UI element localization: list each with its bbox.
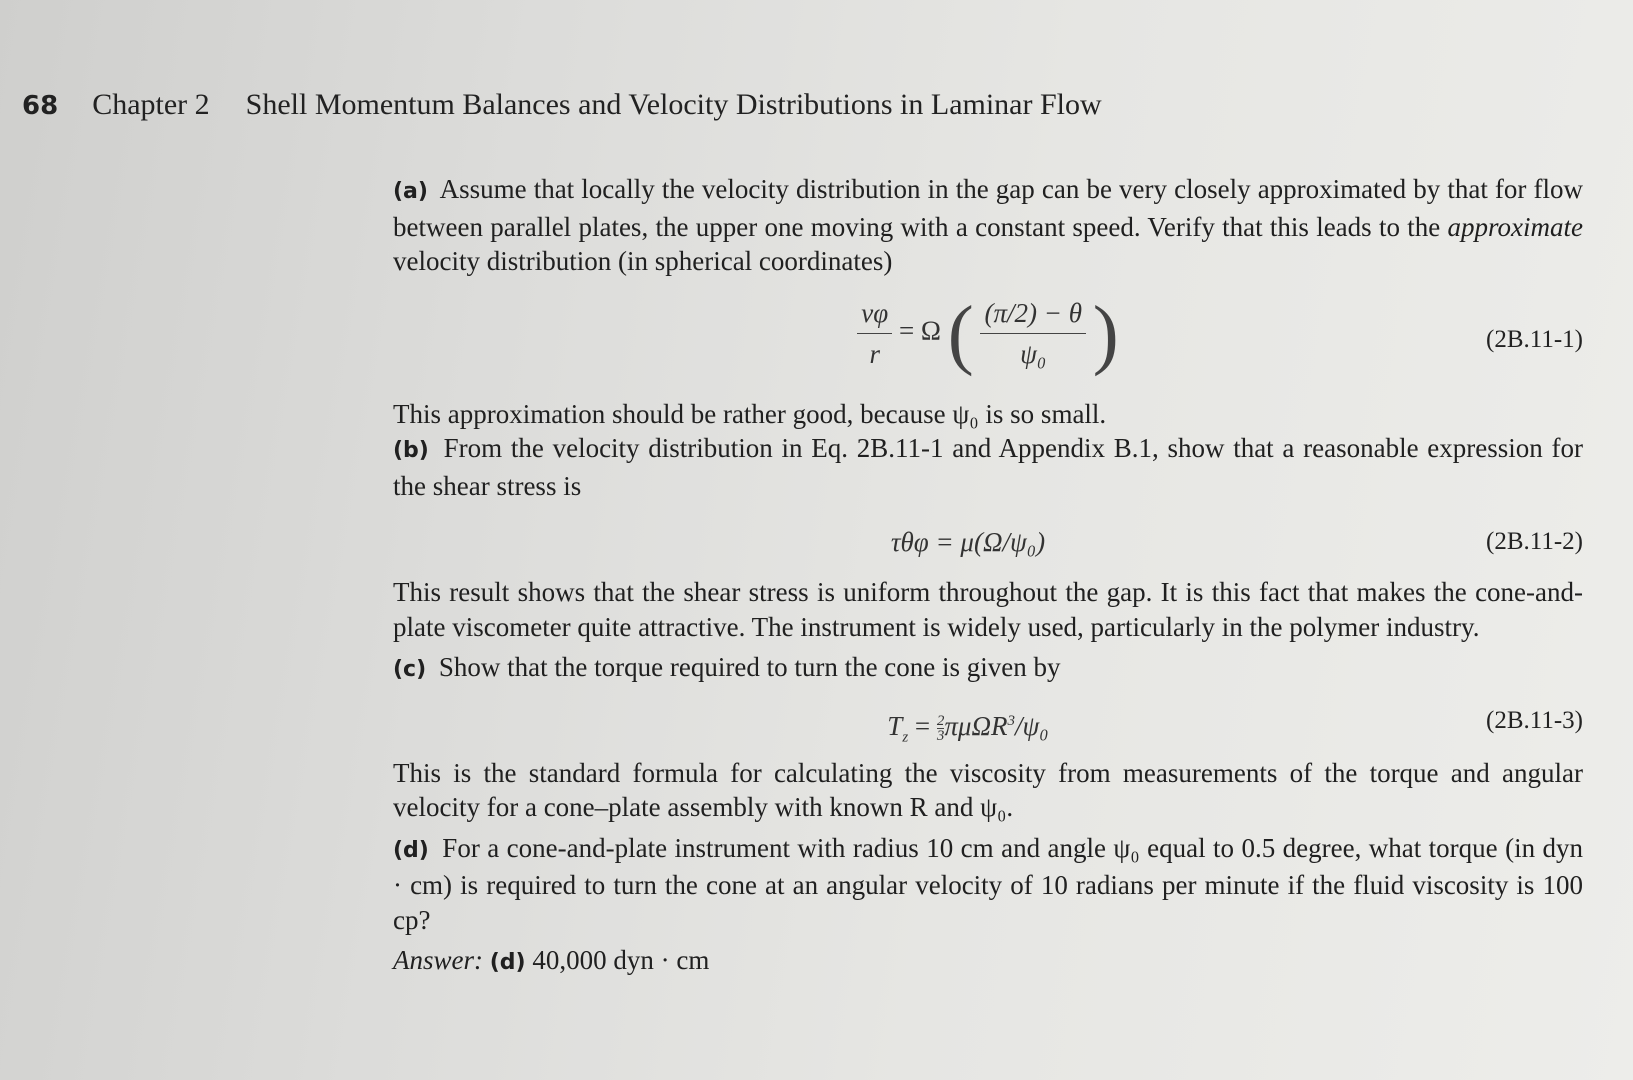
eq1-lhs-numerator: vφ xyxy=(857,293,892,334)
part-b-label: (b) xyxy=(393,438,429,463)
part-b-paragraph xyxy=(393,431,1583,503)
part-b-note: This result shows that the shear stress is uniform throughout the gap. It is this fact that makes the cone-and-plate viscometer quite attractive. The instrument is widely used, particularly in the polymer industry. xyxy=(393,577,1583,642)
eq1-rhs-numerator: (π/2) − θ xyxy=(980,293,1086,334)
part-b-text: From the velocity distribution in Eq. 2B.11-1 and Appendix B.1, show that a reasonable expression for the shear stress is xyxy=(393,433,1584,501)
eq3-lhs: T xyxy=(887,710,903,741)
part-a-emphasis: approximate xyxy=(1447,211,1583,242)
running-head xyxy=(22,88,1322,122)
answer-part-label: (d) xyxy=(489,950,526,975)
eq3-rhs-1: πμΩR xyxy=(944,710,1008,741)
equation-2b-11-3 xyxy=(393,704,1583,744)
equation-1-expression xyxy=(393,289,1583,376)
eq3-equals: = xyxy=(908,710,937,741)
answer-line xyxy=(393,943,1583,981)
page-number: 68 xyxy=(22,91,59,121)
eq3-lhs-subscript: z xyxy=(902,728,909,745)
equation-2b-11-2 xyxy=(393,525,1583,565)
eq3-rhs-superscript: 3 xyxy=(1007,712,1016,729)
equation-2-number: (2B.11-2) xyxy=(1486,528,1583,555)
answer-label: Answer: xyxy=(393,945,483,975)
part-a-paragraph xyxy=(393,172,1583,279)
equation-3-number: (2B.11-3) xyxy=(1486,706,1583,734)
equation-3-expression xyxy=(353,704,1583,755)
equation-2-expression: τθφ = μ(Ω/ψ₀) xyxy=(890,527,1046,557)
answer-value: 40,000 dyn · cm xyxy=(532,945,710,975)
part-c-label: (c) xyxy=(393,657,427,682)
equation-1-number: (2B.11-1) xyxy=(1486,325,1583,353)
eq3-rhs-2: /ψ₀ xyxy=(1015,710,1049,741)
eq1-middle: = Ω xyxy=(898,315,941,346)
part-c-note: This is the standard formula for calculating the viscosity from measurements of the torque and angular velocity for a cone–plate assembly with known R and ψ₀. xyxy=(393,757,1583,822)
equation-2b-11-1 xyxy=(393,289,1583,387)
part-c-text: Show that the torque required to turn the cone is given by xyxy=(438,652,1061,682)
part-c-paragraph xyxy=(393,650,1583,688)
eq1-lhs-denominator: r xyxy=(869,338,880,369)
chapter-title: Shell Momentum Balances and Velocity Distributions in Laminar Flow xyxy=(245,88,1102,121)
chapter-label: Chapter 2 xyxy=(92,88,210,121)
part-a-label: (a) xyxy=(393,179,428,204)
problem-body xyxy=(393,172,1583,981)
part-a-text-1: Assume that locally the velocity distribution in the gap can be very closely approximated by that for flow between parallel plates, the upper one moving with a constant speed. Verify that this leads to the xyxy=(393,174,1583,242)
eq3-frac-numerator: 2 xyxy=(936,712,945,729)
part-d-text: For a cone-and-plate instrument with radius 10 cm and angle ψ₀ equal to 0.5 degree, what torque (in dyn · cm) is required to turn the cone at an angular velocity of 10 radians per minute if the fluid viscosity is 100 cp? xyxy=(393,832,1583,935)
eq1-left-paren: ( xyxy=(947,289,974,376)
part-a-note: This approximation should be rather good, because ψ₀ is so small. xyxy=(393,398,1107,429)
part-d-label: (d) xyxy=(393,837,429,863)
eq1-rhs-denominator: ψ₀ xyxy=(1020,338,1047,369)
eq1-right-paren: ) xyxy=(1092,289,1119,376)
eq3-frac-denominator: 3 xyxy=(936,727,945,744)
eq1-rhs-fraction xyxy=(980,293,1086,374)
eq1-lhs-fraction xyxy=(857,293,892,374)
part-d-paragraph xyxy=(393,831,1583,938)
part-a-text-2: velocity distribution (in spherical coordinates) xyxy=(393,246,893,276)
